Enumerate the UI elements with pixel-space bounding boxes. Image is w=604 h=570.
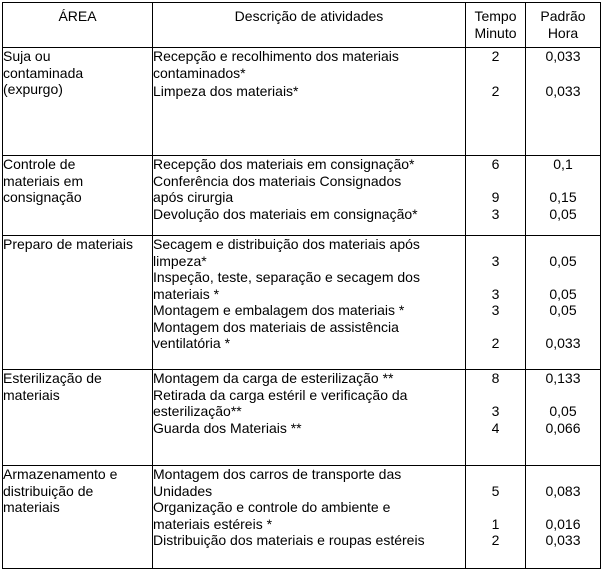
area-line: distribuição de [3, 482, 94, 499]
description-line: Recepção e recolhimento dos materiais [153, 48, 399, 64]
tempo-cell [466, 370, 526, 466]
tempo-value [466, 236, 525, 253]
description-line: Inspeção, teste, separação e secagem dos [153, 269, 420, 285]
padrao-cell [526, 156, 601, 236]
padrao-value: 0,05 [549, 302, 577, 318]
tempo-value: 2 [491, 48, 500, 64]
tempo-value [466, 173, 525, 190]
tempo-value [466, 269, 525, 286]
description-line: Montagem dos materiais de assistência [153, 318, 399, 335]
description-cell [153, 156, 466, 236]
tempo-value: 3 [491, 252, 500, 269]
area-line: materiais [3, 386, 60, 403]
padrao-value: 0,05 [549, 205, 577, 222]
description-line: Recepção dos materiais em consignação* [153, 156, 415, 172]
padrao-value: 0,066 [545, 419, 581, 436]
padrao-value: 0,016 [545, 515, 581, 532]
padrao-value: 0,033 [545, 83, 581, 99]
padrao-value [526, 466, 600, 483]
description-line: Montagem e embalagem dos materiais * [153, 302, 405, 318]
description-line: materiais estéreis * [153, 515, 273, 532]
tempo-value: 4 [491, 419, 500, 436]
tempo-value: 3 [491, 403, 500, 419]
padrao-value [526, 269, 600, 286]
area-line: (expurgo) [3, 81, 63, 97]
padrao-value: 0,05 [549, 403, 577, 419]
padrao-value [526, 319, 600, 336]
padrao-cell [526, 466, 601, 569]
table-row [3, 48, 601, 156]
padrao-value: 0,05 [549, 285, 577, 302]
area-line: Suja ou [3, 48, 51, 64]
area-cell [3, 156, 153, 236]
padrao-cell [526, 48, 601, 156]
area-cell [3, 48, 153, 156]
description-cell [153, 236, 466, 370]
tempo-cell [466, 156, 526, 236]
tempo-value: 8 [491, 370, 500, 386]
header-row [3, 3, 601, 48]
description-cell [153, 370, 466, 466]
table-row [3, 466, 601, 569]
description-cell [153, 48, 466, 156]
description-line: limpeza* [153, 252, 207, 269]
description-line: Limpeza dos materiais* [153, 83, 299, 99]
tempo-value [466, 319, 525, 336]
description-line: após cirurgia [153, 189, 234, 205]
tempo-value [466, 499, 525, 516]
tempo-value: 5 [491, 482, 500, 499]
area-line: consignação [3, 189, 82, 205]
area-cell [3, 236, 153, 370]
padrao-value [526, 236, 600, 253]
tempo-value: 9 [491, 189, 500, 205]
description-line: Organização e controle do ambiente e [153, 499, 391, 515]
description-line: Montagem dos carros de transporte das [153, 466, 402, 482]
tempo-value [466, 387, 525, 404]
description-line: ventilatória * [153, 335, 231, 351]
header-descricao: Descrição de atividades [153, 3, 466, 48]
padrao-value: 0,133 [545, 370, 581, 386]
tempo-value: 2 [491, 335, 500, 351]
description-line: Montagem da carga de esterilização ** [153, 370, 394, 386]
area-line: materiais em [3, 172, 84, 189]
tempo-cell [466, 236, 526, 370]
tempo-value: 2 [491, 83, 500, 99]
table-row [3, 236, 601, 370]
tempo-value: 3 [491, 302, 500, 318]
padrao-value: 0,033 [545, 335, 581, 351]
padrao-value: 0,15 [549, 189, 577, 205]
padrao-cell [526, 370, 601, 466]
description-line: Guarda dos Materiais ** [153, 419, 302, 436]
description-line: Unidades [153, 482, 213, 499]
tempo-cell [466, 466, 526, 569]
description-line: materiais * [153, 285, 220, 302]
description-line: Retirada da carga estéril e verificação da [153, 386, 408, 403]
table-row [3, 156, 601, 236]
header-tempo: Tempo Minuto [466, 3, 526, 48]
tempo-value: 6 [491, 156, 500, 172]
area-line: contaminada [3, 64, 84, 81]
description-line: esterilização** [153, 403, 242, 419]
padrao-value: 0,033 [545, 532, 581, 548]
description-line: Conferência dos materiais Consignados [153, 172, 402, 189]
tempo-cell [466, 48, 526, 156]
tempo-value: 2 [491, 532, 500, 548]
description-cell [153, 466, 466, 569]
padrao-value: 0,1 [553, 156, 573, 172]
activities-table [2, 2, 601, 569]
padrao-value: 0,083 [545, 482, 581, 499]
tempo-value [466, 65, 525, 82]
description-line: Distribuição dos materiais e roupas estéreis [153, 532, 425, 548]
description-line: contaminados* [153, 64, 246, 81]
padrao-cell [526, 236, 601, 370]
description-line: Secagem e distribuição dos materiais após [153, 236, 420, 252]
padrao-value [526, 387, 600, 404]
padrao-value: 0,033 [545, 48, 581, 64]
area-line: materiais [3, 499, 60, 515]
padrao-value [526, 65, 600, 82]
description-line: Devolução dos materiais em consignação* [153, 205, 418, 222]
area-line: Armazenamento e [3, 466, 118, 482]
padrao-value [526, 173, 600, 190]
padrao-value [526, 499, 600, 516]
tempo-value [466, 466, 525, 483]
header-area: ÁREA [3, 3, 153, 48]
header-padrao: Padrão Hora [526, 3, 601, 48]
padrao-value: 0,05 [549, 252, 577, 269]
area-cell [3, 370, 153, 466]
tempo-value: 3 [491, 205, 500, 222]
area-cell [3, 466, 153, 569]
area-line: Controle de [3, 156, 76, 172]
tempo-value: 1 [491, 515, 500, 532]
tempo-value: 3 [491, 285, 500, 302]
area-line: Esterilização de [3, 370, 102, 386]
table-row [3, 370, 601, 466]
area-line: Preparo de materiais [3, 236, 133, 252]
